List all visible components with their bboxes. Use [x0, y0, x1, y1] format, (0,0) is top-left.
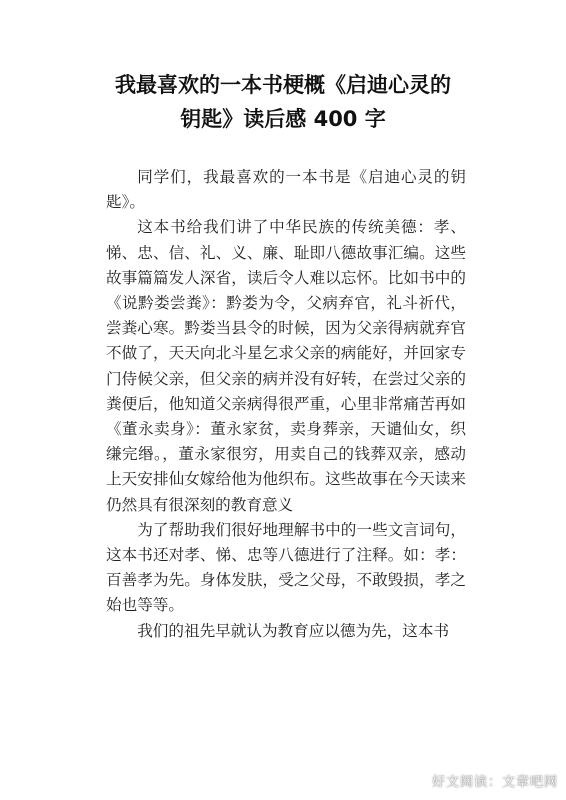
title-line-2: 钥匙》读后感 400 字	[180, 107, 386, 131]
paragraph-4: 我们的祖先早就认为教育应以德为先，这本书	[137, 621, 450, 640]
document-title	[60, 68, 506, 136]
paragraph-3: 为了帮助我们很好地理解书中的一些文言词句，这本书还对孝、悌、忠等八德进行了注释。如：孝：百善孝为先。身体发肤，受之父母，不敢毁损，孝之始也等等。	[106, 520, 466, 615]
site-watermark: 好文阅读：文章吧网	[431, 775, 558, 790]
document-body	[106, 165, 466, 644]
paragraph-2: 这本书给我们讲了中华民族的传统美德：孝、悌、忠、信、礼、义、廉、耻即八德故事汇编。这些故事篇篇发人深省，读后令人难以忘怀。比如书中的《说黔娄尝粪》：黔娄为令，父病弃官，礼斗祈代，尝粪心寒。黔娄当县令的时候，因为父亲得病就弃官不做了，天天向北斗星乞求父亲的病能好，并回家专门侍候父亲，但父亲的病并没有好转，在尝过父亲的粪便后，他知道父亲病得很严重，心里非常痛苦再如《董永卖身》：董永家贫，卖身葬亲，天谴仙女，织缣完缗。，董永家很穷，用卖自己的钱葬双亲，感动上天安排仙女嫁给他为他织布。这些故事在今天读来仍然具有很深刻的教育意义	[106, 218, 466, 514]
title-line-1: 我最喜欢的一本书梗概《启迪心灵的	[115, 73, 451, 97]
paragraph-1: 同学们，我最喜欢的一本书是《启迪心灵的钥匙》。	[106, 168, 466, 212]
